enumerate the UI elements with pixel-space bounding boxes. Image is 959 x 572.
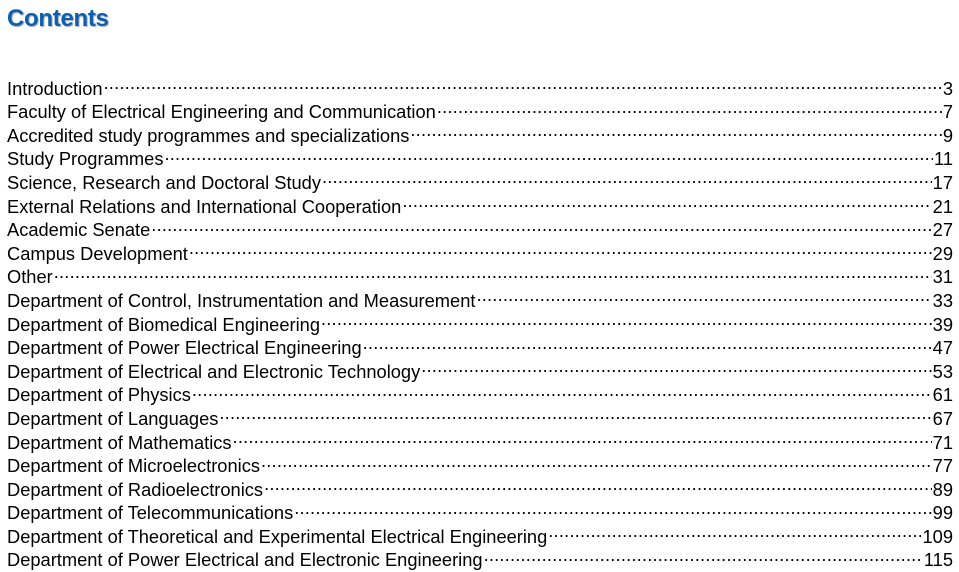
- dot-leader: [410, 118, 941, 142]
- dot-leader: [164, 142, 933, 166]
- toc-entry-label: Science, Research and Doctoral Study: [7, 171, 321, 193]
- dot-leader: [219, 401, 931, 425]
- toc-entry-page: 9: [942, 124, 953, 146]
- dot-leader: [476, 283, 931, 307]
- toc-entry-page: 27: [932, 219, 953, 241]
- toc-entry-label: Academic Senate: [7, 219, 151, 241]
- toc-entry-label: Department of Radioelectronics: [7, 478, 264, 500]
- toc-entry-page: 17: [932, 171, 953, 193]
- toc-entry-label: Department of Power Electrical and Electronic Engineering: [7, 549, 483, 571]
- toc-entry-page: 47: [932, 337, 953, 359]
- toc-entry-label: Department of Power Electrical Engineering: [7, 337, 362, 359]
- toc-entry[interactable]: [7, 95, 953, 123]
- toc-entry-label: Faculty of Electrical Engineering and Communication: [7, 101, 436, 123]
- toc-entry-page: 89: [932, 478, 953, 500]
- toc-entry-page: 29: [932, 242, 953, 264]
- dot-leader: [322, 165, 932, 189]
- toc-entry-label: Other: [7, 266, 53, 288]
- toc-entry-label: Department of Telecommunications: [7, 502, 294, 524]
- dot-leader: [104, 71, 942, 95]
- page-title: Contents: [7, 5, 109, 32]
- toc-entry-label: Department of Theoretical and Experimental Electrical Engineering: [7, 525, 548, 547]
- dot-leader: [421, 354, 931, 378]
- dot-leader: [402, 189, 931, 213]
- toc-entry-label: Department of Biomedical Engineering: [7, 313, 320, 335]
- toc-entry-page: 3: [942, 77, 953, 99]
- toc-entry-label: Campus Development: [7, 242, 188, 264]
- toc-entry-label: Department of Languages: [7, 407, 219, 429]
- toc-entry-page: 109: [922, 525, 953, 547]
- toc-entry-label: Department of Physics: [7, 384, 191, 406]
- toc-entry-page: 67: [932, 407, 953, 429]
- dot-leader: [233, 425, 932, 449]
- toc-entry-page: 11: [934, 148, 953, 170]
- toc-entry-page: 71: [932, 431, 953, 453]
- dot-leader: [294, 496, 931, 520]
- dot-leader: [189, 236, 932, 260]
- toc-entry-page: 77: [932, 455, 953, 477]
- dot-leader: [261, 449, 932, 473]
- toc-entry[interactable]: [7, 283, 953, 311]
- toc-entry-label: External Relations and International Cooperation: [7, 195, 402, 217]
- toc-entry-label: Department of Control, Instrumentation and Measurement: [7, 289, 476, 311]
- dot-leader: [363, 331, 932, 355]
- toc-entry-page: 61: [932, 384, 953, 406]
- toc-entry-page: 115: [923, 549, 953, 571]
- toc-entry-label: Department of Mathematics: [7, 431, 232, 453]
- dot-leader: [437, 95, 942, 119]
- dot-leader: [548, 519, 921, 543]
- toc-entry-label: Department of Microelectronics: [7, 455, 260, 477]
- toc-entry-page: 33: [932, 289, 953, 311]
- toc-entry-page: 53: [932, 360, 953, 382]
- dot-leader: [54, 260, 932, 284]
- toc-entry-label: Study Programmes: [7, 148, 164, 170]
- toc-entry-label: Accredited study programmes and specializations: [7, 124, 410, 146]
- dot-leader: [192, 378, 932, 402]
- toc-entry-page: 31: [932, 266, 953, 288]
- toc-entry-label: Introduction: [7, 77, 103, 99]
- dot-leader: [321, 307, 932, 331]
- toc-entry-page: 7: [942, 101, 953, 123]
- toc-entry[interactable]: [7, 71, 953, 99]
- toc-entry[interactable]: [7, 260, 953, 288]
- dot-leader: [484, 543, 923, 567]
- toc-entry-page: 99: [932, 502, 953, 524]
- toc-entry-page: 39: [932, 313, 953, 335]
- toc-entry-page: 21: [932, 195, 953, 217]
- dot-leader: [264, 472, 932, 496]
- dot-leader: [151, 213, 931, 237]
- table-of-contents: [7, 71, 953, 571]
- toc-entry-label: Department of Electrical and Electronic Technology: [7, 360, 421, 382]
